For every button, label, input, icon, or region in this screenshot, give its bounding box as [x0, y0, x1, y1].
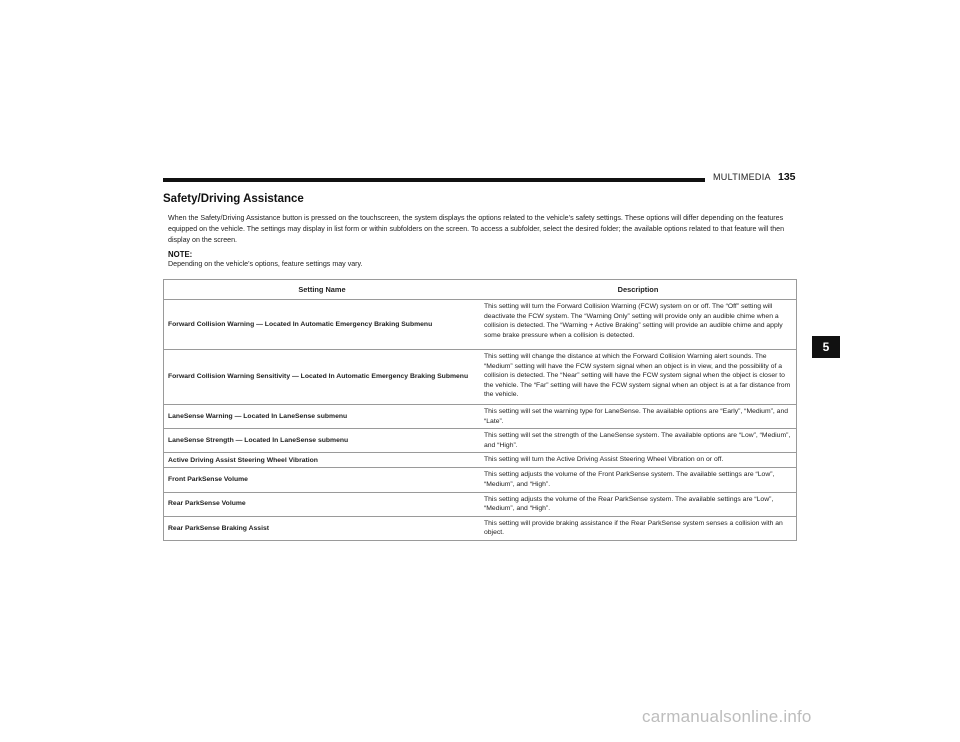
setting-name-cell: Forward Collision Warning Sensitivity — Located In Automatic Emergency Braking Submenu: [164, 350, 481, 405]
watermark: carmanualsonline.info: [642, 707, 812, 726]
setting-name-cell: Front ParkSense Volume: [164, 468, 481, 492]
chapter-tab: 5: [812, 336, 840, 358]
setting-name-cell: LaneSense Strength — Located In LaneSense submenu: [164, 429, 481, 453]
table-row: [164, 300, 797, 350]
setting-description-cell: This setting will turn the Active Driving Assist Steering Wheel Vibration on or off.: [480, 453, 797, 468]
setting-description-cell: This setting will provide braking assistance if the Rear ParkSense system senses a collision with an object.: [480, 516, 797, 540]
table-header-row: [164, 280, 797, 300]
setting-name-cell: Forward Collision Warning — Located In Automatic Emergency Braking Submenu: [164, 300, 481, 350]
setting-description-cell: This setting adjusts the volume of the Rear ParkSense system. The available settings are “Low”, “Medium”, and “High”.: [480, 492, 797, 516]
table-row: [164, 405, 797, 429]
column-header-setting-name: Setting Name: [164, 280, 481, 300]
table-row: [164, 492, 797, 516]
setting-description-cell: This setting will change the distance at which the Forward Collision Warning alert sounds. The “Medium” setting will have the FCW system signal when an object is in view, and the possibility of a collision is detected. The “Near” setting will have the FCW system signal when the object is closer to the vehicle. The “Far” setting will have the FCW system signal when an object is at a far distance from the vehicle.: [480, 350, 797, 405]
table-row: [164, 516, 797, 540]
setting-description-cell: This setting will set the strength of the LaneSense system. The available options are “Low”, “Medium”, and “High”.: [480, 429, 797, 453]
setting-name-cell: Active Driving Assist Steering Wheel Vibration: [164, 453, 481, 468]
note-text: Depending on the vehicle’s options, feature settings may vary.: [168, 260, 363, 268]
setting-name-cell: Rear ParkSense Braking Assist: [164, 516, 481, 540]
page-number: 135: [778, 171, 796, 183]
table-row: [164, 453, 797, 468]
intro-paragraph: When the Safety/Driving Assistance button is pressed on the touchscreen, the system displays the options related to the vehicle’s safety settings. These options will differ depending on the features equipped on the vehicle. The settings may display in list form or within subfolders on the screen. To access a subfolder, select the desired folder; the available options related to that feature will then display on the screen.: [168, 214, 785, 245]
section-title: Safety/Driving Assistance: [163, 193, 304, 205]
section-label: MULTIMEDIA: [713, 172, 771, 182]
table-row: [164, 468, 797, 492]
column-header-description: Description: [480, 280, 797, 300]
table-row: [164, 350, 797, 405]
note-label: NOTE:: [168, 250, 193, 259]
setting-name-cell: Rear ParkSense Volume: [164, 492, 481, 516]
setting-description-cell: This setting adjusts the volume of the Front ParkSense system. The available settings are “Low”, “Medium”, and “High”.: [480, 468, 797, 492]
setting-name-cell: LaneSense Warning — Located In LaneSense submenu: [164, 405, 481, 429]
settings-table: [163, 279, 797, 541]
setting-description-cell: This setting will turn the Forward Collision Warning (FCW) system on or off. The “Off” setting will deactivate the FCW system. The “Warning Only” setting will provide only an audible chime when a collision is detected. The “Warning + Active Braking” setting will provide an audible chime and apply some brake pressure when a collision is detected.: [480, 300, 797, 350]
table-row: [164, 429, 797, 453]
setting-description-cell: This setting will set the warning type for LaneSense. The available options are “Early”, “Medium”, and “Late”.: [480, 405, 797, 429]
header-rule: [163, 178, 705, 182]
